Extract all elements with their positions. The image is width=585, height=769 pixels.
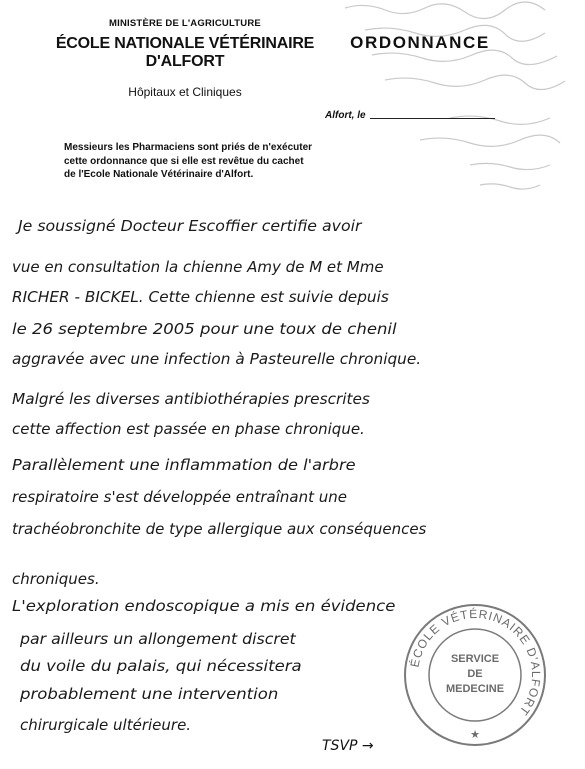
stamp-center-line1: SERVICE	[450, 653, 500, 665]
stamp-ring-text: ÉCOLE VÉTÉRINAIRE D'ALFORT	[407, 606, 544, 719]
handwritten-line: respiratoire s'est développée entraînant une	[12, 488, 347, 506]
handwritten-line: par ailleurs un allongement discret	[20, 630, 296, 648]
handwritten-line: du voile du palais, qui nécessitera	[20, 657, 302, 675]
handwritten-line: cette affection est passée en phase chronique.	[12, 420, 365, 438]
stamp-center-line2: DE	[467, 668, 483, 680]
handwritten-line: Je soussigné Docteur Escoffier certifie avoir	[18, 217, 362, 235]
date-blank-rule	[370, 118, 495, 119]
turn-over-note: TSVP →	[322, 738, 374, 754]
place-date-line	[325, 110, 495, 121]
handwritten-line: chroniques.	[12, 570, 100, 588]
handwritten-line: chirurgicale ultérieure.	[20, 716, 192, 734]
school-stamp	[400, 600, 550, 750]
document-title: ORDONNANCE	[350, 33, 490, 52]
handwritten-line: trachéobronchite de type allergique aux conséquences	[12, 520, 427, 538]
handwritten-line: le 26 septembre 2005 pour une toux de chenil	[12, 320, 397, 338]
handwritten-line: L'exploration endoscopique a mis en évidence	[12, 597, 396, 615]
stamp-center-line3: MEDECINE	[445, 683, 505, 695]
handwritten-line: Parallèlement une inflammation de l'arbre	[12, 456, 356, 474]
handwritten-line: vue en consultation la chienne Amy de M et Mme	[12, 258, 384, 276]
handwritten-line: RICHER - BICKEL. Cette chienne est suivie depuis	[12, 288, 389, 306]
handwritten-line: Malgré les diverses antibiothérapies prescrites	[12, 390, 370, 408]
letterhead	[40, 18, 330, 99]
school-name-line1: ÉCOLE NATIONALE VÉTÉRINAIRE	[55, 35, 315, 52]
pharmacist-notice: Messieurs les Pharmaciens sont priés de n'exécuter cette ordonnance que si elle est revêtue du cachet de l'Ecole Nationale Vétérinaire d'Alfort.	[64, 142, 313, 180]
ministry-name: MINISTÈRE DE L'AGRICULTURE	[109, 18, 261, 29]
handwritten-line: probablement une intervention	[20, 685, 279, 703]
place-label: Alfort, le	[325, 110, 366, 121]
handwritten-line: aggravée avec une infection à Pasteurelle chronique.	[12, 350, 422, 368]
department-name: Hôpitaux et Cliniques	[128, 85, 242, 99]
school-name-line2: D'ALFORT	[145, 53, 225, 70]
stamp-star-icon: ★	[470, 728, 480, 741]
